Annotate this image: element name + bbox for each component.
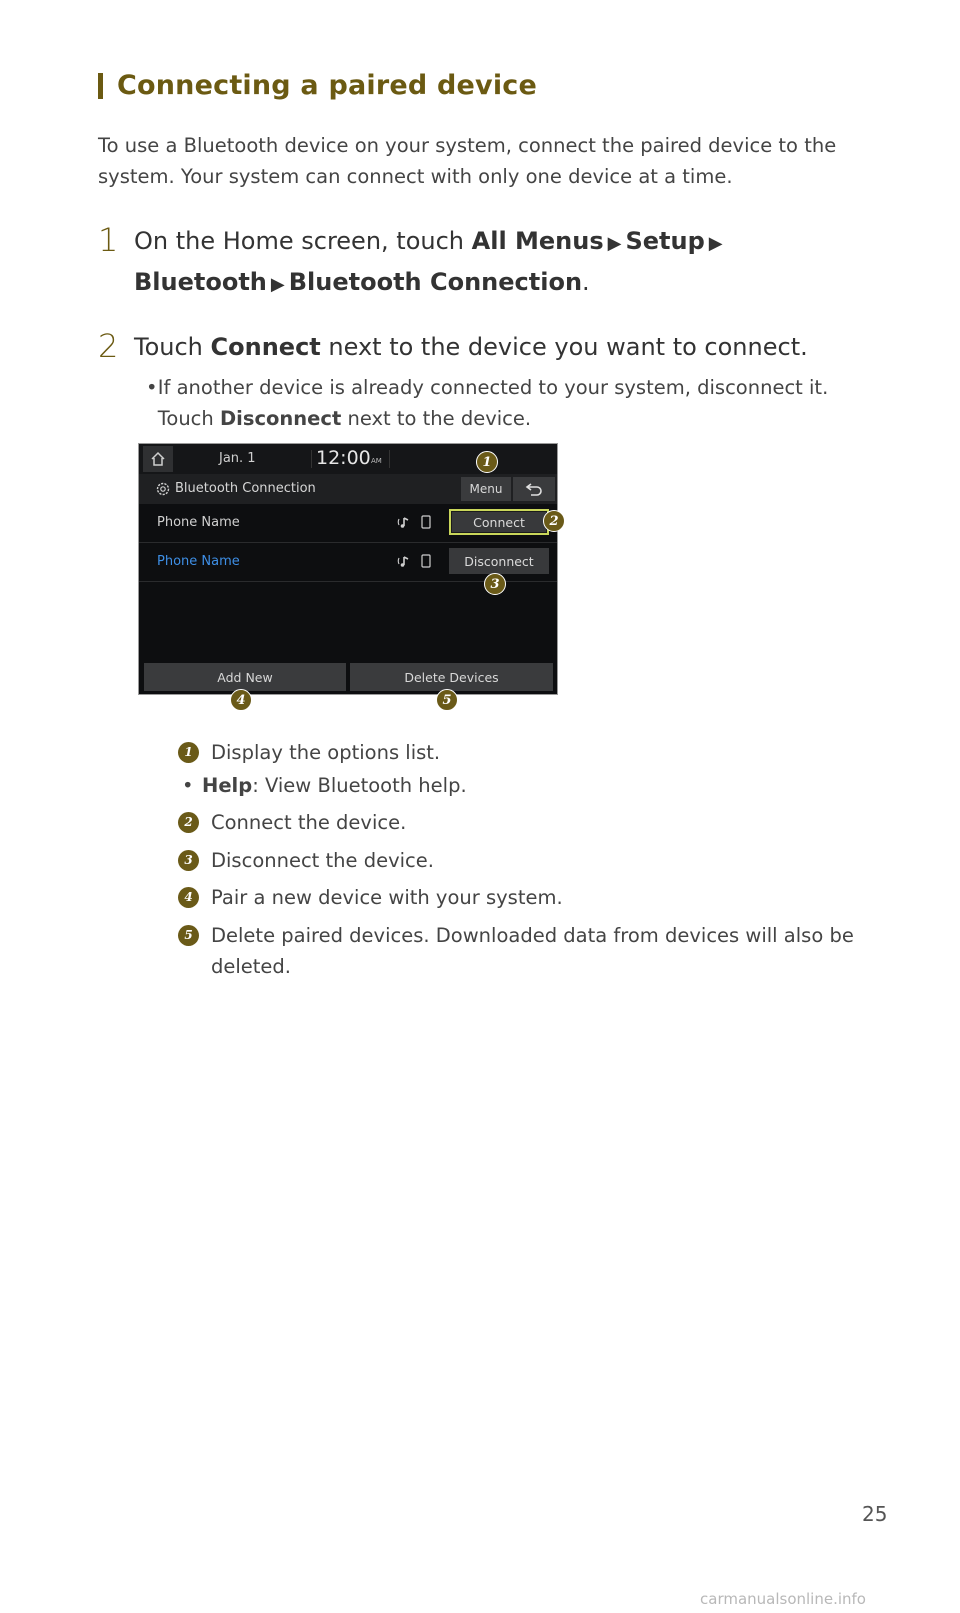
legend-item-5	[178, 920, 858, 982]
ampm-label: AM	[371, 457, 382, 465]
step-bold: Connect	[210, 333, 321, 361]
time-label: 12:00	[316, 447, 371, 469]
home-icon	[150, 451, 166, 467]
home-button[interactable]	[143, 446, 173, 472]
bullet-text	[158, 372, 846, 434]
back-button[interactable]	[513, 477, 555, 501]
audio-icon	[397, 515, 411, 529]
divider	[311, 450, 312, 468]
step-text	[134, 328, 808, 366]
device-name-connected: Phone Name	[157, 554, 240, 569]
legend-text: Display the options list.	[211, 741, 441, 764]
add-new-button[interactable]: Add New	[144, 663, 346, 691]
section-title	[98, 70, 537, 101]
callout-2: 2	[543, 510, 565, 532]
help-text: : View Bluetooth help.	[252, 774, 467, 797]
path-bluetooth: Bluetooth	[134, 268, 267, 296]
bluetooth-connection-screen	[138, 443, 558, 695]
bullet-bold: Disconnect	[219, 407, 342, 430]
legend-text: Connect the device.	[211, 811, 407, 834]
legend-item-1	[178, 737, 858, 768]
delete-devices-button[interactable]: Delete Devices	[350, 663, 553, 691]
callout-5: 5	[436, 689, 458, 711]
audio-icon	[397, 554, 411, 568]
legend-marker: 5	[178, 925, 199, 946]
divider	[389, 450, 390, 468]
section-title-text: Connecting a paired device	[117, 70, 538, 101]
bullet-suffix: next to the device.	[341, 407, 532, 430]
step-text	[134, 222, 727, 304]
legend-sub-bullet	[182, 770, 467, 801]
legend-item-3	[178, 845, 858, 876]
back-icon	[525, 482, 543, 496]
menu-button[interactable]: Menu	[461, 477, 511, 501]
step-suffix: next to the device you want to connect.	[320, 333, 808, 361]
device-status-icons	[397, 515, 431, 529]
legend-text: Disconnect the device.	[211, 849, 434, 872]
disconnect-button[interactable]: Disconnect	[449, 548, 549, 574]
legend-marker: 2	[178, 812, 199, 833]
legend-item-4	[178, 882, 858, 913]
device-status-icons	[397, 554, 431, 568]
callout-4: 4	[230, 689, 252, 711]
legend-marker: 4	[178, 887, 199, 908]
device-row[interactable]	[139, 504, 557, 543]
intro-paragraph: To use a Bluetooth device on your system, connect the paired device to the system. Your system can connect with only one device at a time.	[98, 134, 837, 188]
legend-marker: 1	[178, 742, 199, 763]
legend-item-2	[178, 807, 858, 838]
date-label: Jan. 1	[219, 451, 256, 466]
legend-text: Pair a new device with your system.	[211, 886, 563, 909]
legend-marker: 3	[178, 850, 199, 871]
title-bar-mark	[98, 73, 103, 99]
title-bar	[139, 474, 557, 504]
legend-sub-text	[202, 770, 467, 801]
step-2-bullet	[146, 372, 846, 434]
phone-icon	[421, 554, 431, 568]
bullet-dot: •	[182, 774, 194, 797]
arrow-icon: ▶	[708, 233, 723, 254]
path-setup: Setup	[625, 227, 705, 255]
connect-button[interactable]: Connect	[449, 509, 549, 535]
step-prefix: On the Home screen, touch	[134, 227, 472, 255]
step-1	[98, 222, 858, 304]
step-number: 1	[98, 221, 119, 259]
bullet-prefix: If another device is already connected to your system, disconnect it. Touch	[157, 376, 829, 430]
help-label: Help	[202, 774, 253, 797]
legend-text: Delete paired devices. Downloaded data from devices will also be deleted.	[211, 924, 854, 978]
gear-icon	[155, 481, 171, 497]
page-number: 25	[862, 1502, 888, 1526]
step-suffix: .	[582, 268, 590, 296]
callout-3: 3	[484, 573, 506, 595]
screen-title: Bluetooth Connection	[175, 481, 316, 496]
arrow-icon: ▶	[270, 274, 285, 295]
step-2	[98, 328, 858, 366]
device-name: Phone Name	[157, 515, 240, 530]
callout-1: 1	[476, 451, 498, 473]
step-prefix: Touch	[134, 333, 211, 361]
phone-icon	[421, 515, 431, 529]
step-number: 2	[98, 327, 119, 365]
path-bluetooth-connection: Bluetooth Connection	[288, 268, 583, 296]
watermark: carmanualsonline.info	[700, 1590, 866, 1608]
arrow-icon: ▶	[607, 233, 622, 254]
path-all-menus: All Menus	[471, 227, 604, 255]
bullet-dot: •	[146, 376, 158, 399]
